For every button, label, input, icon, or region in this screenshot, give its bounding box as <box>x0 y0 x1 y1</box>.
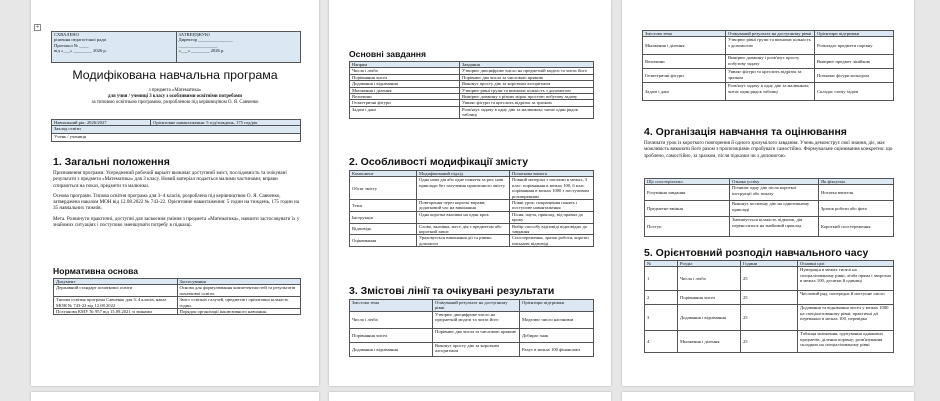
table-cell: Повний матеріал з числами в межах, 3 клас: порівняння в межах 100, 6 клас порівняння в межах 1000 з поступовим розширенням <box>510 177 594 200</box>
table-cell: Поступ <box>645 217 730 237</box>
approval-left-cell <box>52 32 177 63</box>
table-cell: Порівняння чисел <box>678 291 741 305</box>
table-cell: Спостереження, зразок роботи, короткі письмові відповіді <box>510 235 594 247</box>
table-row <box>54 285 301 297</box>
approval-left-sub: рішення педагогічної ради <box>54 37 106 43</box>
table-header: Компонент <box>350 171 417 177</box>
table-cell: Слово, вказівка, жест, дія з предметом або короткий запис <box>417 223 510 235</box>
table-cell: Величини <box>350 94 460 100</box>
table-row <box>645 305 894 331</box>
content-lines-continued-table <box>642 30 894 101</box>
table-header: Завдання <box>460 62 594 68</box>
table-row <box>645 291 894 305</box>
document-page-4-top <box>31 392 319 401</box>
subtitle-block <box>41 88 309 106</box>
table-cell: Темп <box>350 200 417 212</box>
table-cell: Повторення через короткі вправи; додатковий час на виконання <box>417 200 510 212</box>
approval-right-sub: Директор _______________ <box>178 37 233 43</box>
table-cell: Починає одну дію після короткої інструкції або показу <box>730 185 819 201</box>
section-body <box>53 170 301 228</box>
table-cell: Моделює число наочними <box>520 311 594 328</box>
table-header: Розділ <box>678 261 741 267</box>
section-heading: 1. Загальні положення <box>53 156 170 168</box>
table-header: Застосування <box>177 279 301 285</box>
table-header: № <box>645 261 678 267</box>
time-distribution-table <box>644 260 894 353</box>
table-header: Як фіксуємо <box>819 179 894 185</box>
table-cell: Повні урок; покращення понять і поступове навантаження <box>510 200 594 212</box>
section-heading: Нормативна основа <box>53 266 139 276</box>
table-header: Змістова тема <box>350 300 433 312</box>
approval-left-title: СХВАЛЕНО <box>54 32 79 37</box>
table-row <box>54 309 301 315</box>
table-row <box>350 106 594 118</box>
section-heading: 3. Змістові лінії та очікувані результати <box>349 285 555 297</box>
table-row <box>350 311 594 328</box>
table-header: Змістова тема <box>643 31 726 37</box>
table-cell: Інструкція <box>350 211 417 223</box>
table-row <box>350 177 594 200</box>
info-cell: Учень / учениця <box>52 134 301 142</box>
table-header: Очікуваний результат на доступному рівні <box>433 300 520 312</box>
table-cell: Числа і лічба <box>350 311 433 328</box>
table-row <box>643 69 894 83</box>
table-cell: Утворює рівні групи та визначає кількість з допомогою <box>726 37 815 55</box>
document-page-6-top <box>622 392 914 401</box>
table-cell: Числа і лічба <box>350 68 460 74</box>
table-cell: Одна нова дія або одне поняття за раз; нові приклади без залучення практичного змісту <box>417 177 510 200</box>
table-header: Очікуваний результат на доступному рівні <box>726 31 815 37</box>
table-cell: 25 <box>741 305 798 331</box>
section-heading: 2. Особливості модифікації змісту <box>349 156 529 168</box>
table-cell: Утворює двоцифрове число на предметній моделі та читає його <box>460 68 594 74</box>
table-cell: Розкладає предмети порівну <box>815 37 894 55</box>
section-heading: 5. Орієнтовний розподіл навчального часу <box>644 247 869 259</box>
info-cell: Заклад освіти <box>52 126 301 134</box>
norm-table <box>53 278 301 315</box>
table-cell: Розв'язує задачу в одну дію за малюнком; читає один рядок таблиці <box>726 83 815 101</box>
table-cell: 2 <box>645 291 678 305</box>
paragraph: Мета. Розвинути практичні, доступні для засвоєння уміння з предмета «Математика», навчити застосовувати їх у знайомих ситуаціях і поступово зменшувати потребу в підказці. <box>53 215 300 229</box>
table-cell: Обсяг змісту <box>350 177 417 200</box>
table-cell: Додавання і віднімання <box>350 342 433 356</box>
table-cell: 3 <box>645 305 678 331</box>
table-cell: Зміст освітніх галузей, предметів і орієнтовна кількість годин. <box>177 297 301 309</box>
table-header: Ознака успіху <box>730 179 819 185</box>
content-lines-table <box>349 299 594 357</box>
table-row <box>350 342 594 356</box>
table-cell: Постанова КМУ № 957 від 15.09.2021 зі змінами <box>54 309 178 315</box>
table-cell: 1 <box>645 267 678 291</box>
table-cell: Вимірює довжину і розв'язує просту побутову задачу <box>726 55 815 69</box>
table-header: Модифікований підхід <box>417 171 510 177</box>
table-cell: Оцінювання <box>350 235 417 247</box>
table-cell: Одна коротка вказівка на один крок <box>417 211 510 223</box>
table-cell: 25 <box>741 291 798 305</box>
table-cell: Типова освітня програма Савченко для 3–4 класів, наказ МОН № 743-22 від 12.08.2022 <box>54 297 178 309</box>
table-cell: Утворює двоцифрове число на предметній моделі та читає його <box>433 311 520 328</box>
table-cell: Геометричні фігури <box>350 100 460 106</box>
table-cell: Виконує просту дію за коротким алгоритмом <box>460 81 594 87</box>
table-cell: Зменшується кількість підказок, дія переноситься на знайомий приклад <box>730 217 819 237</box>
paragraph: Призначення програми. Усереднений робочий варіант визначає доступний зміст, послідовність та очікувані результати з предмета «Математика» для 3 класу. Новий матеріал подається малими частинами; вправи спираються на показ, предмети та малюнки. <box>53 170 287 189</box>
table-cell: Множення і ділення <box>350 87 460 93</box>
table-cell: Геометричні фігури <box>643 69 726 83</box>
table-cell: Основа для формулювання компетентностей та результатів початкової освіти. <box>177 285 301 297</box>
info-table <box>51 119 301 142</box>
table-cell: Добирає знак <box>520 328 594 342</box>
approval-left-date: від «___» ________ 2026 р. <box>54 48 107 54</box>
table-move-handle-icon[interactable]: + <box>35 24 40 30</box>
table-cell: Пісня, пауза, приклад, від правил до кроку <box>510 211 594 223</box>
table-cell: Вибір способу відповіді відповідно до завдання <box>510 223 594 235</box>
table-row <box>350 211 594 223</box>
table-header: Документ <box>54 279 178 285</box>
evaluation-table <box>644 178 894 237</box>
subtitle-line: за типовою освітньою програмою, розробленою під керівництвом О. Я. Савченко <box>91 100 259 105</box>
table-cell: Відповідь <box>350 223 417 235</box>
table-cell: Таблиця множення, групування однакових предметів, ділення порівну; розв'язування складних на спеціалізованому рівні <box>798 331 894 353</box>
table-cell: Числовий ряд, попереднє й наступне число <box>798 291 894 305</box>
table-cell: Додавання і віднімання <box>350 81 460 87</box>
table-cell: Розуміння завдання <box>645 185 730 201</box>
table-row <box>645 201 894 217</box>
table-cell: 4 <box>645 331 678 353</box>
table-cell: Порядок організації інклюзивного навчання. <box>177 309 301 315</box>
table-header: Що спостерігаємо <box>645 179 730 185</box>
approval-right-cell <box>176 32 301 63</box>
table-cell: Числа і лічба <box>678 267 741 291</box>
paragraph: Починати урок із короткого повторення й одного зрозумілого завдання. Учень демонструє свої знання, діє, має можливість виконати його разом з пропозиціями спробувати самостійно. Формувальне оцінювання конкретно: що зроблено, самостійно, за зразком, після підказки чи з допомогою. <box>644 140 893 159</box>
info-cell: Навчальний рік: 2026/2027 <box>52 120 151 126</box>
table-cell: Утворює рівні групи та визначає кількість з допомогою <box>460 87 594 93</box>
document-page-2 <box>329 0 611 386</box>
table-cell: Вимірює предмет лінійкою <box>815 55 894 69</box>
table-row <box>350 87 594 93</box>
table-cell: Задачі і дані <box>643 83 726 101</box>
table-cell: Величини <box>643 55 726 69</box>
table-cell: Порівняння чисел <box>350 328 433 342</box>
table-row <box>350 235 594 247</box>
section-heading: Основні завдання <box>349 49 427 59</box>
table-header: Напрям <box>350 62 460 68</box>
table-row <box>350 223 594 235</box>
modification-table <box>349 170 594 247</box>
table-cell: Порівняння чисел <box>350 74 460 80</box>
table-cell: Державний стандарт початкової освіти <box>54 285 178 297</box>
table-cell: Короткий спостереження <box>819 217 894 237</box>
table-header: Орієнтири підтримки <box>520 300 594 312</box>
approval-left-protocol: Протокол № ____ <box>54 42 89 48</box>
table-cell: 25 <box>741 331 798 353</box>
paragraph: Основа програми. Типова освітня програма для 3–4 класів, розроблена під керівництвом О. Я. Савченко, затверджена наказом МОН від 12.08.2022 № 743-22. Орієнтовне навантаження: 5 годин на тиждень, 175 годин на 35 навчальних тижнів. <box>53 192 300 212</box>
table-cell: Розв'язує задачу в одну дію за малюнком; читає один рядок таблиці <box>460 106 594 118</box>
table-cell: Додавання та віднімання чисел у межах 1000 на спеціалізованому рівні, практичні дії переважно в межах 100, перевірка <box>798 305 894 331</box>
document-page-3 <box>622 0 914 386</box>
table-cell: Множення і ділення <box>678 331 741 353</box>
table-cell: Рахує в межах 100 фінансами <box>520 342 594 356</box>
table-cell: Складає схему задачі <box>815 83 894 101</box>
table-header: Години <box>741 261 798 267</box>
table-cell: Додавання і віднімання <box>678 305 741 331</box>
table-cell: Порівнює два числа за числовою прямою <box>460 74 594 80</box>
table-cell: Вимірює довжину з різних мірок простою побутову задачу <box>460 94 594 100</box>
table-header: Основні цілі <box>798 261 894 267</box>
approval-right-date: «___» ________ 2026 р. <box>178 48 225 54</box>
table-row <box>643 83 894 101</box>
table-row <box>645 331 894 353</box>
table-cell: Позначає фігури кольором <box>815 69 894 83</box>
table-cell: Порівнює два числа за числовою прямою <box>433 328 520 342</box>
approval-right-title: ЗАТВЕРДЖУЮ <box>178 32 210 37</box>
table-row <box>643 55 894 69</box>
table-row <box>350 328 594 342</box>
table-cell: 25 <box>741 267 798 291</box>
subtitle-line: для учня / учениці 3 класу з особливими освітніми потребами <box>108 94 242 99</box>
table-cell: Ураховується виконання дії та рівень допомоги <box>417 235 510 247</box>
table-cell: Предметне вміння <box>645 201 730 217</box>
table-row <box>643 37 894 55</box>
info-cell: Орієнтовне навантаження: 5 год/тиждень, 175 год/рік <box>151 120 301 126</box>
table-header: Початкова вимога <box>510 171 594 177</box>
table-cell: Уявляє фігури та креслить відрізок за зразком <box>460 100 594 106</box>
table-cell: Зразок роботи або фото <box>819 201 894 217</box>
approval-right-name: _________________ <box>178 42 218 48</box>
subtitle-line: з предмета «Математика» <box>148 88 202 93</box>
table-row <box>645 217 894 237</box>
table-cell: Виконує просту дію за коротким алгоритмом <box>433 342 520 356</box>
section-heading: 4. Організація навчання та оцінювання <box>644 126 847 138</box>
table-row <box>350 200 594 212</box>
table-row <box>645 267 894 291</box>
table-cell: Нумерація в межах тисячі на спеціалізованому рівні, лічба пряма і зворотна в межах 100, десятки й одиниці <box>798 267 894 291</box>
table-row <box>645 185 894 201</box>
table-cell: Множення і ділення <box>643 37 726 55</box>
table-header: Орієнтири підтримки <box>815 31 894 37</box>
document-page-1 <box>31 0 319 386</box>
document-page-5-top <box>329 392 611 401</box>
table-cell: Виконує посильну дію на однотипному прикладі <box>730 201 819 217</box>
tasks-table <box>349 61 594 119</box>
table-cell: Задачі і дані <box>350 106 460 118</box>
table-cell: Нотатка вчителя <box>819 185 894 201</box>
table-row <box>54 297 301 309</box>
table-cell: Уявляє фігури та креслить відрізок за зразком <box>726 69 815 83</box>
page-title: Модифікована навчальна програма <box>72 68 278 82</box>
approval-table <box>51 31 301 63</box>
